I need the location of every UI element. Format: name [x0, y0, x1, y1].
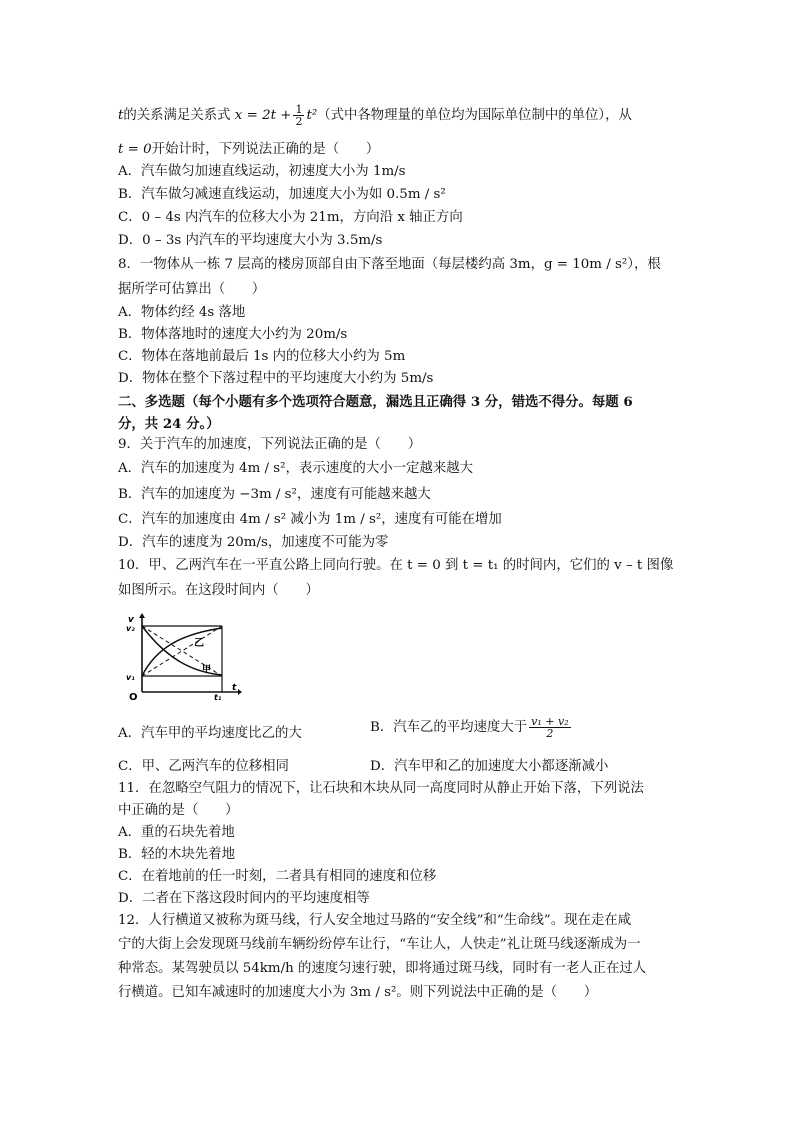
v1-label: v₁: [126, 673, 135, 682]
q8-option-c: C．物体在落地前最后 1s 内的位移大小约为 5m: [118, 349, 406, 364]
section2-heading-line2: 分，共 24 分。）: [118, 416, 220, 432]
t1-label: t₁: [214, 693, 222, 700]
q7-t0: t = 0: [118, 142, 152, 157]
q12-line2: 宁的大街上会发现斑马线前车辆纷纷停车让行，“车让人，人快走”礼让斑马线逐渐成为一: [118, 937, 641, 952]
q8-option-b: B．物体落地时的速度大小约为 20m/s: [118, 327, 348, 342]
q10-option-b: [370, 716, 573, 739]
q11-option-d: D．二者在下落这段时间内的平均速度相等: [118, 891, 370, 906]
t-axis-arrow: [238, 689, 242, 695]
q8-option-a: A．物体约经 4s 落地: [118, 305, 246, 320]
q8-stem-line1: 8．一物体从一栋 7 层高的楼房顶部自由下落至地面（每层楼约高 3m，g = 10m / s²），根: [118, 257, 661, 272]
q7-option-c: C．0 – 4s 内汽车的位移大小为 21m，方向沿 x 轴正方向: [118, 210, 463, 225]
q7-formula-b: t²: [306, 108, 318, 123]
v-axis-arrow: [139, 613, 145, 618]
q9-option-d: D．汽车的速度为 20m/s，加速度不可能为零: [118, 535, 389, 550]
q11-option-c: C．在着地前的任一时刻，二者具有相同的速度和位移: [118, 869, 437, 884]
q7-frac-den: 2: [295, 115, 303, 128]
section2-heading-line1: 二、多选题（每个小题有多个选项符合题意，漏选且正确得 3 分，错选不得分。每题 6: [118, 394, 633, 410]
q7-stem-line2-text: 开始计时，下列说法正确的是（ ）: [151, 142, 380, 157]
q7-option-a: A．汽车做匀加速直线运动，初速度大小为 1m/s: [118, 164, 406, 179]
q11-stem-line1: 11．在忽略空气阻力的情况下，让石块和木块从同一高度同时从静止开始下落，下列说法: [118, 781, 644, 796]
v-axis-label: v: [128, 615, 134, 625]
q10-option-b-fraction: [529, 716, 570, 739]
q10-stem-line1: 10．甲、乙两汽车在一平直公路上同向行驶。在 t = 0 到 t = t₁ 的时间内，它们的 v – t 图像: [118, 558, 674, 573]
origin-label: O: [129, 692, 138, 700]
q7-stem-text: 的关系满足关系式: [123, 108, 231, 123]
q9-option-c: C．汽车的加速度由 4m / s² 减小为 1m / s²，速度有可能在增加: [118, 512, 502, 527]
q7-fraction: [293, 104, 304, 127]
t-axis-label: t: [232, 683, 237, 693]
q11-stem-line2: 中正确的是（ ）: [118, 803, 239, 818]
q9-option-a: A．汽车的加速度为 4m / s²，表示速度的大小一定越来越大: [118, 461, 474, 476]
q10-option-d: D．汽车甲和乙的加速度大小都逐渐减小: [370, 759, 609, 774]
q12-line4: 行横道。已知车减速时的加速度大小为 3m / s²。则下列说法中正确的是（ ）: [118, 985, 598, 1000]
q9-stem: 9．关于汽车的加速度，下列说法正确的是（ ）: [118, 437, 422, 452]
q10-option-b-text: B．汽车乙的平均速度大于: [370, 720, 528, 735]
q7-formula-a: x = 2t +: [234, 108, 292, 123]
q10-frac-num: v₁ + v₂: [531, 715, 569, 728]
q8-stem-line2: 据所学可估算出（ ）: [118, 282, 266, 297]
q10-vt-graph: [126, 612, 242, 700]
q10-option-a: A．汽车甲的平均速度比乙的大: [118, 726, 302, 741]
q7-stem-line2: [118, 140, 379, 160]
q11-option-a: A．重的石块先着地: [118, 825, 235, 840]
q8-option-d: D．物体在整个下落过程中的平均速度大小约为 5m/s: [118, 371, 434, 386]
q7-option-b: B．汽车做匀减速直线运动，加速度大小为如 0.5m / s²: [118, 187, 446, 202]
q9-option-b: B．汽车的加速度为 −3m / s²，速度有可能越来越大: [118, 487, 431, 502]
q10-option-c: C．甲、乙两汽车的位移相同: [118, 759, 289, 774]
q10-stem-line2: 如图所示。在这段时间内（ ）: [118, 583, 319, 598]
curve-jia-label: 甲: [202, 665, 212, 675]
q7-stem-post: （式中各物理量的单位均为国际单位制中的单位），从: [317, 108, 632, 123]
q12-line1: 12．人行横道又被称为斑马线，行人安全地过马路的“安全线”和“生命线”。现在走在咸: [118, 913, 632, 928]
q7-option-d: D．0 – 3s 内汽车的平均速度大小为 3.5m/s: [118, 233, 383, 248]
q7-var-t: t: [118, 108, 124, 123]
q7-frac-num: 1: [295, 103, 303, 116]
v2-label: v₂: [126, 624, 135, 633]
q12-line3: 种常态。某驾驶员以 54km/h 的速度匀速行驶，即将通过斑马线，同时有一老人正在过人: [118, 961, 647, 976]
q11-option-b: B．轻的木块先着地: [118, 847, 235, 862]
q7-stem-line1: [118, 104, 632, 127]
curve-yi-label: 乙: [194, 638, 204, 649]
q10-frac-den: 2: [546, 727, 554, 740]
